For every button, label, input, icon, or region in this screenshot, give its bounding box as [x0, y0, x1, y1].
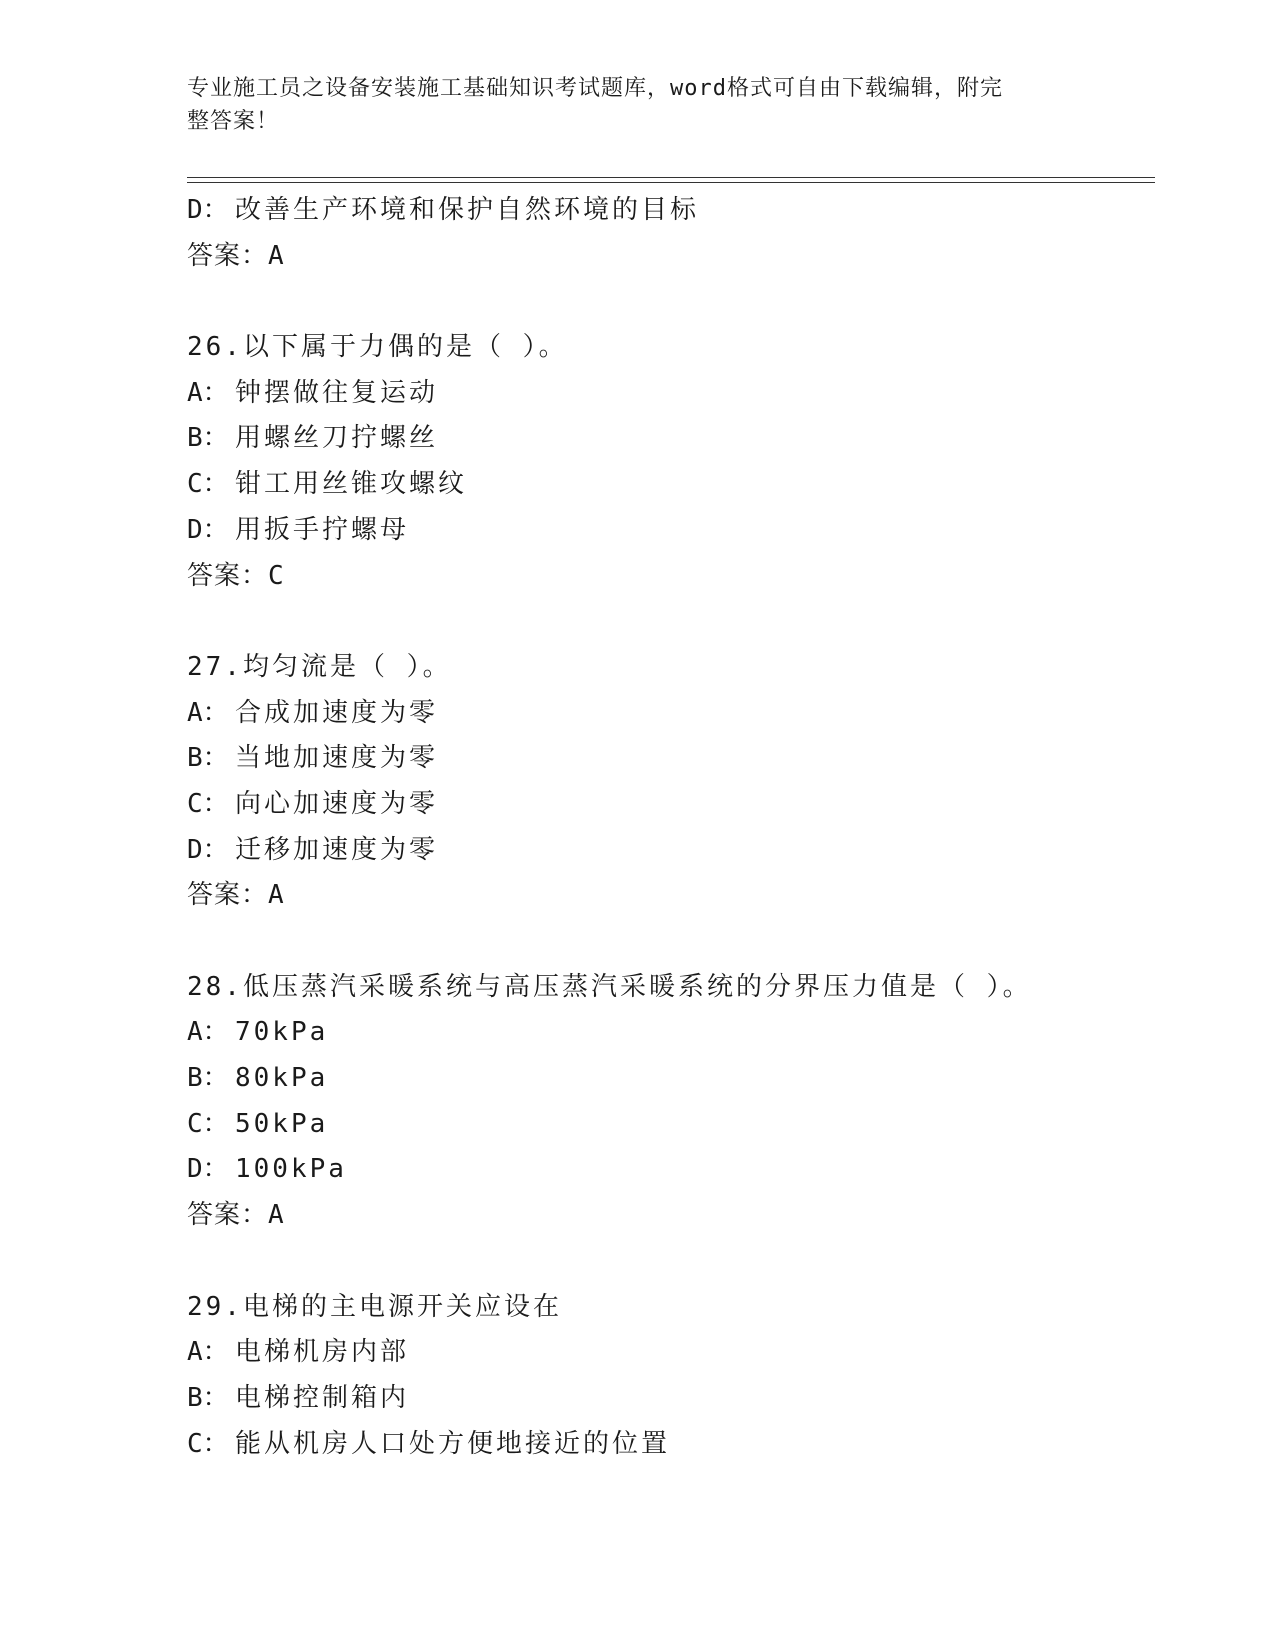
option-b	[187, 1056, 1147, 1102]
option-letter: A：	[187, 1337, 229, 1368]
answer: 答案：A	[187, 1200, 285, 1231]
option-text: 100kPa	[235, 1154, 347, 1185]
option-letter: C：	[187, 469, 229, 500]
answer: 答案：A	[187, 880, 285, 911]
option-text: 50kPa	[235, 1108, 329, 1139]
option-c	[187, 1422, 1147, 1468]
option-letter: A：	[187, 1017, 229, 1048]
option-text: 合成加速度为零	[235, 697, 439, 728]
option-a	[187, 691, 1147, 737]
option-letter: B：	[187, 743, 229, 774]
option-b	[187, 416, 1147, 462]
option-a	[187, 1330, 1147, 1376]
option-letter: D：	[187, 834, 229, 865]
option-text: 电梯控制箱内	[235, 1382, 410, 1413]
answer: 答案：C	[187, 560, 285, 591]
option-c	[187, 462, 1147, 508]
option-text: 向心加速度为零	[235, 788, 439, 819]
header-line-1: 专业施工员之设备安装施工基础知识考试题库，word格式可自由下载编辑，附完	[187, 76, 1003, 101]
option-d	[187, 1147, 1147, 1193]
option-text: 能从机房人口处方便地接近的位置	[235, 1428, 671, 1459]
header-line-2: 整答案！	[187, 109, 280, 134]
option-letter: B：	[187, 1063, 229, 1094]
option-text: 70kPa	[235, 1017, 329, 1048]
option-letter: D：	[187, 1154, 229, 1185]
option-letter: B：	[187, 423, 229, 454]
option-text: 80kPa	[235, 1063, 329, 1094]
option-text: 用螺丝刀拧螺丝	[235, 423, 439, 454]
option-text: 当地加速度为零	[235, 743, 439, 774]
option-c	[187, 1102, 1147, 1148]
option-b	[187, 736, 1147, 782]
option-text: 钳工用丝锥攻螺纹	[235, 469, 468, 500]
option-text: 迁移加速度为零	[235, 834, 439, 865]
answer: 答案：A	[187, 240, 285, 271]
question-stem: 29.电梯的主电源开关应设在	[187, 1291, 562, 1322]
header-divider-top	[187, 177, 1155, 178]
question-list	[187, 188, 1147, 1467]
option-d	[187, 508, 1147, 554]
question-stem: 28.低压蒸汽采暖系统与高压蒸汽采暖系统的分界压力值是（ ）。	[187, 971, 1032, 1002]
option-letter: A：	[187, 377, 229, 408]
option-letter: A：	[187, 697, 229, 728]
option-text: 电梯机房内部	[235, 1337, 410, 1368]
document-header	[187, 72, 1067, 138]
question-stem: 26.以下属于力偶的是（ ）。	[187, 332, 568, 363]
option-text: 改善生产环境和保护自然环境的目标	[235, 195, 700, 225]
option-text: 钟摆做往复运动	[235, 377, 439, 408]
header-divider-bottom	[187, 182, 1155, 183]
option-b	[187, 1376, 1147, 1422]
option-text: 用扳手拧螺母	[235, 514, 410, 545]
option-letter: B：	[187, 1382, 229, 1413]
option-a	[187, 1010, 1147, 1056]
option-a	[187, 371, 1147, 417]
option-letter: C：	[187, 1108, 229, 1139]
option-letter: C：	[187, 788, 229, 819]
option-letter: D：	[187, 514, 229, 545]
option-d	[187, 188, 1147, 234]
option-c	[187, 782, 1147, 828]
option-letter: C：	[187, 1428, 229, 1459]
question-stem: 27.均匀流是（ ）。	[187, 651, 452, 682]
option-letter: D：	[187, 195, 229, 225]
option-d	[187, 828, 1147, 874]
